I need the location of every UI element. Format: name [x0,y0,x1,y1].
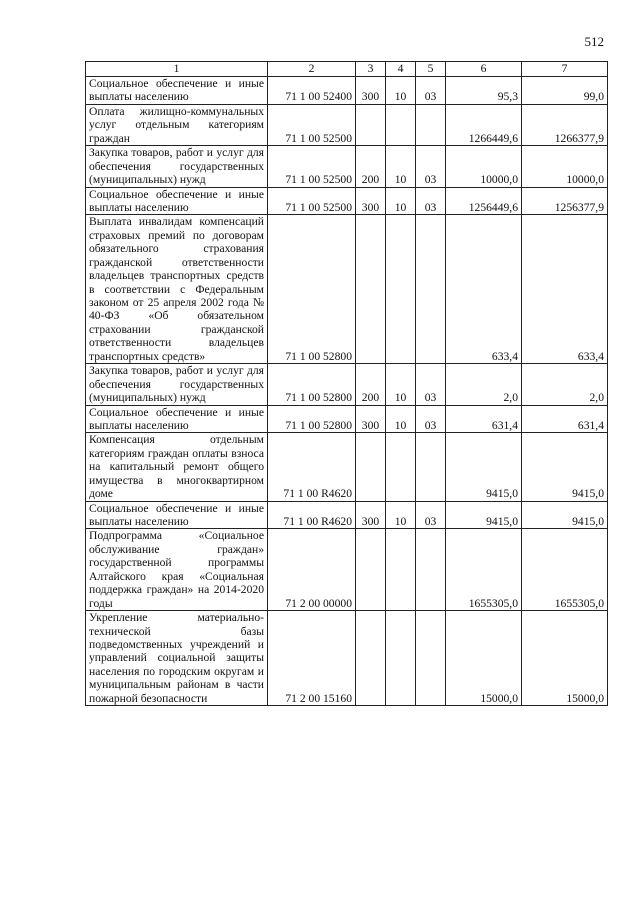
table-row [86,187,608,215]
row-pr-cell [416,215,446,364]
row-value-2019-cell: 2,0 [446,364,522,405]
row-value-2019-cell: 9415,0 [446,433,522,501]
header-row [86,62,608,77]
row-value-2019-cell: 1655305,0 [446,529,522,611]
row-pr-cell: 03 [416,77,446,105]
row-value-2019-cell: 9415,0 [446,501,522,529]
row-name-cell: Закупка товаров, работ и услуг для обеспечения государственных (муниципальных) нужд [86,364,268,405]
row-vr-cell [356,611,386,706]
row-value-2019-cell: 15000,0 [446,611,522,706]
row-value-2020-cell: 9415,0 [522,501,608,529]
row-rz-cell: 10 [386,364,416,405]
row-code-cell: 71 1 00 R4620 [268,501,356,529]
table-row [86,364,608,405]
header-cell-3: 3 [356,62,386,77]
row-value-2019-cell: 631,4 [446,405,522,433]
row-value-2019-cell: 633,4 [446,215,522,364]
row-pr-cell [416,433,446,501]
row-vr-cell: 300 [356,405,386,433]
row-vr-cell: 300 [356,77,386,105]
header-cell-7: 7 [522,62,608,77]
row-vr-cell: 300 [356,187,386,215]
row-name-cell: Подпрограмма «Социальное обслуживание граждан» государственной программы Алтайского края «Социальная поддержка граждан» на 2014-2020 годы [86,529,268,611]
row-code-cell: 71 1 00 R4620 [268,433,356,501]
row-pr-cell: 03 [416,405,446,433]
table-row [86,501,608,529]
row-rz-cell [386,529,416,611]
row-rz-cell: 10 [386,187,416,215]
table-row [86,405,608,433]
row-rz-cell: 10 [386,501,416,529]
table-row [86,611,608,706]
row-rz-cell [386,104,416,145]
row-pr-cell: 03 [416,187,446,215]
row-value-2020-cell: 1266377,9 [522,104,608,145]
row-value-2020-cell: 631,4 [522,405,608,433]
row-name-cell: Социальное обеспечение и иные выплаты населению [86,501,268,529]
table-row [86,215,608,364]
row-name-cell: Социальное обеспечение и иные выплаты населению [86,405,268,433]
row-code-cell: 71 2 00 00000 [268,529,356,611]
row-code-cell: 71 1 00 52500 [268,146,356,187]
table-row [86,146,608,187]
row-rz-cell [386,433,416,501]
table-row [86,529,608,611]
row-pr-cell [416,104,446,145]
row-vr-cell: 200 [356,146,386,187]
row-code-cell: 71 1 00 52500 [268,187,356,215]
row-vr-cell: 200 [356,364,386,405]
table-row [86,77,608,105]
header-cell-5: 5 [416,62,446,77]
row-code-cell: 71 1 00 52800 [268,215,356,364]
row-value-2020-cell: 2,0 [522,364,608,405]
row-rz-cell [386,215,416,364]
table-row [86,433,608,501]
row-value-2019-cell: 1266449,6 [446,104,522,145]
row-value-2020-cell: 99,0 [522,77,608,105]
row-value-2020-cell: 9415,0 [522,433,608,501]
header-cell-4: 4 [386,62,416,77]
row-pr-cell: 03 [416,501,446,529]
row-code-cell: 71 1 00 52500 [268,104,356,145]
row-name-cell: Оплата жилищно-коммунальных услуг отдельным категориям граждан [86,104,268,145]
row-pr-cell: 03 [416,364,446,405]
row-name-cell: Выплата инвалидам компенсаций страховых премий по договорам обязательного страхования гражданской ответственности владельцев транспортных средств в соответствии с Федеральным законом от 25 апреля 2002 года № 40-ФЗ «Об обязательном страховании гражданской ответственности владельцев транспортных средств» [86,215,268,364]
row-rz-cell: 10 [386,77,416,105]
row-rz-cell: 10 [386,146,416,187]
row-value-2020-cell: 1256377,9 [522,187,608,215]
row-name-cell: Социальное обеспечение и иные выплаты населению [86,77,268,105]
row-code-cell: 71 2 00 15160 [268,611,356,706]
row-vr-cell [356,433,386,501]
row-value-2019-cell: 95,3 [446,77,522,105]
row-vr-cell [356,104,386,145]
row-pr-cell [416,529,446,611]
row-name-cell: Укрепление материально-технической базы подведомственных учреждений и управлений социальной защиты населения по городским округам и муниципальным районам в части пожарной безопасности [86,611,268,706]
row-code-cell: 71 1 00 52800 [268,405,356,433]
row-vr-cell [356,215,386,364]
table-row [86,104,608,145]
row-pr-cell: 03 [416,146,446,187]
row-rz-cell [386,611,416,706]
row-value-2020-cell: 15000,0 [522,611,608,706]
row-rz-cell: 10 [386,405,416,433]
row-name-cell: Социальное обеспечение и иные выплаты населению [86,187,268,215]
header-cell-2: 2 [268,62,356,77]
header-cell-1: 1 [86,62,268,77]
row-value-2020-cell: 1655305,0 [522,529,608,611]
row-value-2020-cell: 10000,0 [522,146,608,187]
page-number: 512 [584,34,604,49]
row-vr-cell: 300 [356,501,386,529]
row-vr-cell [356,529,386,611]
row-code-cell: 71 1 00 52400 [268,77,356,105]
row-value-2020-cell: 633,4 [522,215,608,364]
budget-table [85,61,608,706]
row-code-cell: 71 1 00 52800 [268,364,356,405]
row-name-cell: Компенсация отдельным категориям граждан оплаты взноса на капитальный ремонт общего имущества в многоквартирном доме [86,433,268,501]
row-name-cell: Закупка товаров, работ и услуг для обеспечения государственных (муниципальных) нужд [86,146,268,187]
row-value-2019-cell: 10000,0 [446,146,522,187]
header-cell-6: 6 [446,62,522,77]
row-pr-cell [416,611,446,706]
row-value-2019-cell: 1256449,6 [446,187,522,215]
